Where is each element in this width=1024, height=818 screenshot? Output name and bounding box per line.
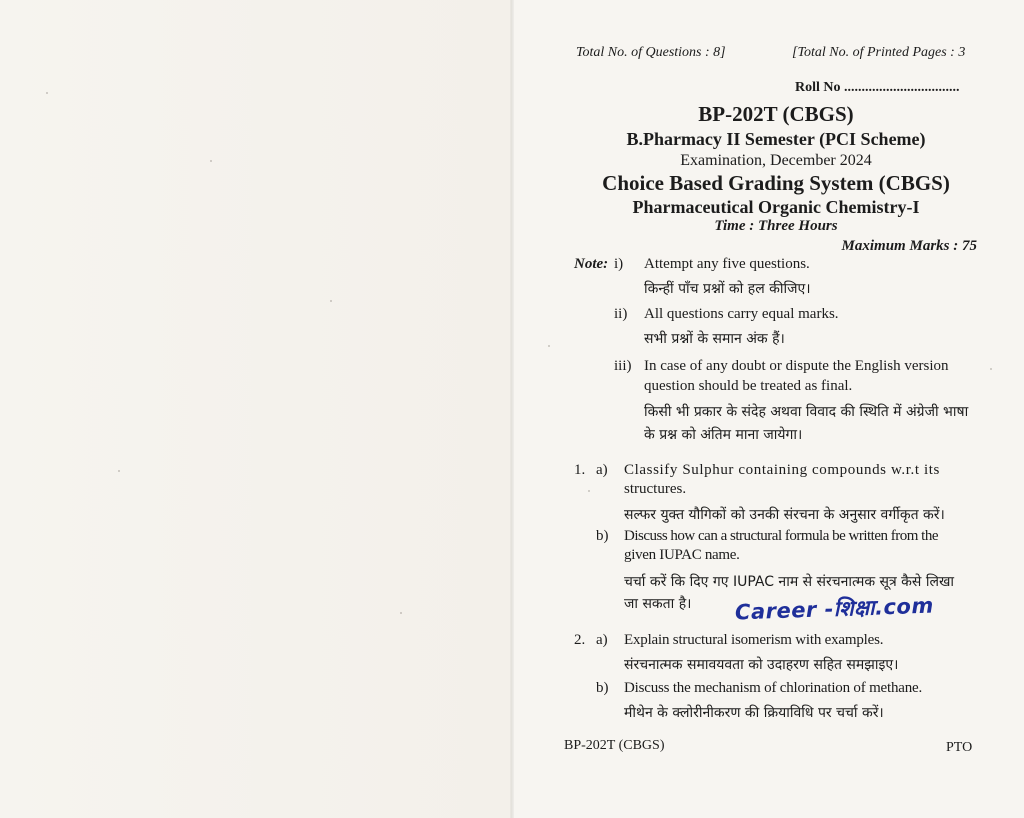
note-text-en: In case of any doubt or dispute the English version <box>644 358 949 374</box>
scan-speck <box>548 345 550 347</box>
note-text-hi: के प्रश्न को अंतिम माना जायेगा। <box>644 427 803 443</box>
question-text-hi: संरचनात्मक समावयवता को उदाहरण सहित समझाइए। <box>624 657 899 673</box>
total-pages: [Total No. of Printed Pages : 3 <box>792 45 966 60</box>
scan-speck <box>46 92 48 94</box>
page-fold <box>510 0 514 818</box>
question-text-en: Discuss how can a structural formula be written from the <box>624 528 938 544</box>
scan-speck <box>210 160 212 162</box>
note-text-hi: किन्हीं पाँच प्रश्नों को हल कीजिए। <box>644 281 811 297</box>
question-text-hi: चर्चा करें कि दिए गए IUPAC नाम से संरचनात्मक सूत्र कैसे लिखा <box>624 574 955 590</box>
time-allowed: Time : Three Hours <box>714 218 838 234</box>
note-text-en: Attempt any five questions. <box>644 256 810 272</box>
scan-speck <box>330 300 332 302</box>
note-label: Note: <box>574 256 609 272</box>
question-text-hi: जा सकता है। <box>624 596 692 612</box>
scan-speck <box>990 368 992 370</box>
program-title: B.Pharmacy II Semester (PCI Scheme) <box>626 129 926 149</box>
exam-session: Examination, December 2024 <box>680 152 872 169</box>
question-number: 2. <box>574 632 586 648</box>
part-label: b) <box>596 528 609 544</box>
scan-speck <box>400 612 402 614</box>
scan-speck <box>118 470 120 472</box>
note-num: i) <box>614 256 624 272</box>
question-text-en: structures. <box>624 481 687 497</box>
subject-title: Pharmaceutical Organic Chemistry-I <box>632 197 920 217</box>
part-label: a) <box>596 632 608 648</box>
question-text-en: Classify Sulphur containing compounds w.r.t its <box>624 462 940 478</box>
part-label: a) <box>596 462 608 478</box>
scan-speck <box>588 490 590 492</box>
footer-code: BP-202T (CBGS) <box>564 738 665 753</box>
note-num: iii) <box>614 358 632 374</box>
maximum-marks: Maximum Marks : 75 <box>841 238 977 254</box>
question-text-en: Explain structural isomerism with examples. <box>624 632 884 648</box>
note-text-hi: किसी भी प्रकार के संदेह अथवा विवाद की स्थिति में अंग्रेजी भाषा <box>644 404 969 420</box>
question-text-en: Discuss the mechanism of chlorination of methane. <box>624 680 923 696</box>
note-text-en: question should be treated as final. <box>644 378 853 394</box>
question-number: 1. <box>574 462 586 478</box>
roll-no: Roll No ................................. <box>795 80 960 95</box>
part-label: b) <box>596 680 609 696</box>
paper-code: BP-202T (CBGS) <box>698 102 854 126</box>
note-num: ii) <box>614 306 628 322</box>
question-text-hi: मीथेन के क्लोरीनीकरण की क्रियाविधि पर चर्चा करें। <box>624 705 884 721</box>
footer-pto: PTO <box>946 740 973 755</box>
career-shiksha-watermark: Career -शिक्षा.com <box>734 593 935 625</box>
note-text-en: All questions carry equal marks. <box>644 306 839 322</box>
question-text-en: given IUPAC name. <box>624 547 740 563</box>
grading-system: Choice Based Grading System (CBGS) <box>602 171 950 195</box>
question-text-hi: सल्फर युक्त यौगिकों को उनकी संरचना के अनुसार वर्गीकृत करें। <box>624 507 945 523</box>
note-text-hi: सभी प्रश्नों के समान अंक हैं। <box>644 331 785 347</box>
total-questions: Total No. of Questions : 8] <box>576 45 726 60</box>
